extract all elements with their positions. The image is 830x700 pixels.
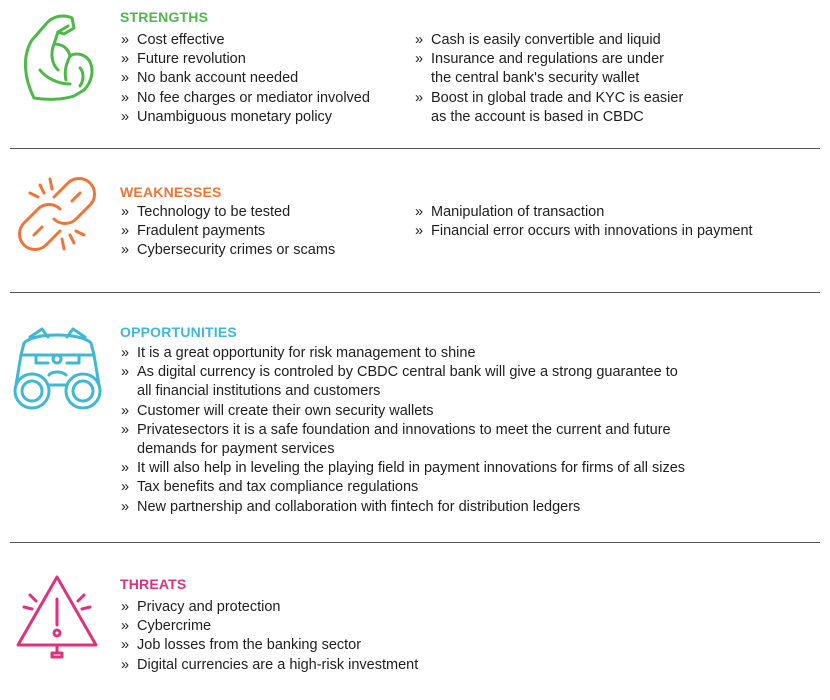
threats-list: [121, 598, 418, 675]
list-item: » As digital currency is controled by CBDC central bank will give a strong guarantee to all financial institutions and customers: [121, 364, 678, 400]
list-item: » Fradulent payments: [121, 223, 266, 240]
list-item: » Privatesectors it is a safe foundation and innovations to meet the current and future demands for payment services: [121, 421, 671, 458]
opportunities-heading: OPPORTUNITIES: [120, 324, 237, 340]
weaknesses-left-list: [121, 203, 335, 261]
list-item: » Future revolution: [121, 51, 246, 68]
list-item: » Technology to be tested: [121, 204, 291, 220]
flexed-arm-icon: [10, 8, 105, 103]
list-item: » Tax benefits and tax compliance regulations: [121, 479, 419, 496]
list-item: » Boost in global trade and KYC is easier as the account is based in CBDC: [415, 89, 684, 125]
binoculars-icon: [10, 323, 105, 418]
weaknesses-right-list: [415, 203, 753, 241]
list-item: » Manipulation of transaction: [415, 204, 605, 220]
opportunities-list: [121, 344, 685, 517]
list-item: » Cybercrime: [121, 618, 212, 635]
list-item: » It will also help in leveling the playing field in payment innovations for firms of all sizes: [121, 460, 686, 477]
list-item: » Cybersecurity crimes or scams: [121, 242, 336, 259]
list-item: » Cash is easily convertible and liquid: [415, 32, 661, 48]
list-item: » Digital currencies are a high-risk investment: [121, 656, 419, 673]
list-item: » Insurance and regulations are under the central bank's security wallet: [415, 51, 664, 87]
list-item: » Customer will create their own security wallets: [121, 402, 434, 419]
strengths-right-list: [415, 31, 683, 127]
weaknesses-heading: WEAKNESSES: [120, 184, 222, 200]
list-item: » It is a great opportunity for risk management to shine: [121, 345, 476, 361]
list-item: » Job losses from the banking sector: [121, 637, 362, 654]
threats-heading: THREATS: [120, 576, 187, 592]
warning-triangle-icon: [10, 569, 105, 664]
list-item: » No fee charges or mediator involved: [121, 89, 370, 106]
list-item: » Unambiguous monetary policy: [121, 108, 333, 125]
strengths-heading: STRENGTHS: [120, 9, 209, 25]
list-item: » New partnership and collaboration with fintech for distribution ledgers: [121, 498, 581, 515]
list-item: » Financial error occurs with innovations in payment: [415, 223, 753, 240]
threats-section: [0, 543, 830, 700]
list-item: » Privacy and protection: [121, 599, 281, 615]
strengths-section: [0, 0, 830, 148]
strengths-left-list: [121, 31, 370, 127]
list-item: » Cost effective: [121, 32, 225, 48]
broken-chain-icon: [10, 167, 105, 262]
opportunities-section: [0, 293, 830, 542]
weaknesses-section: [0, 149, 830, 292]
list-item: » No bank account needed: [121, 70, 299, 87]
